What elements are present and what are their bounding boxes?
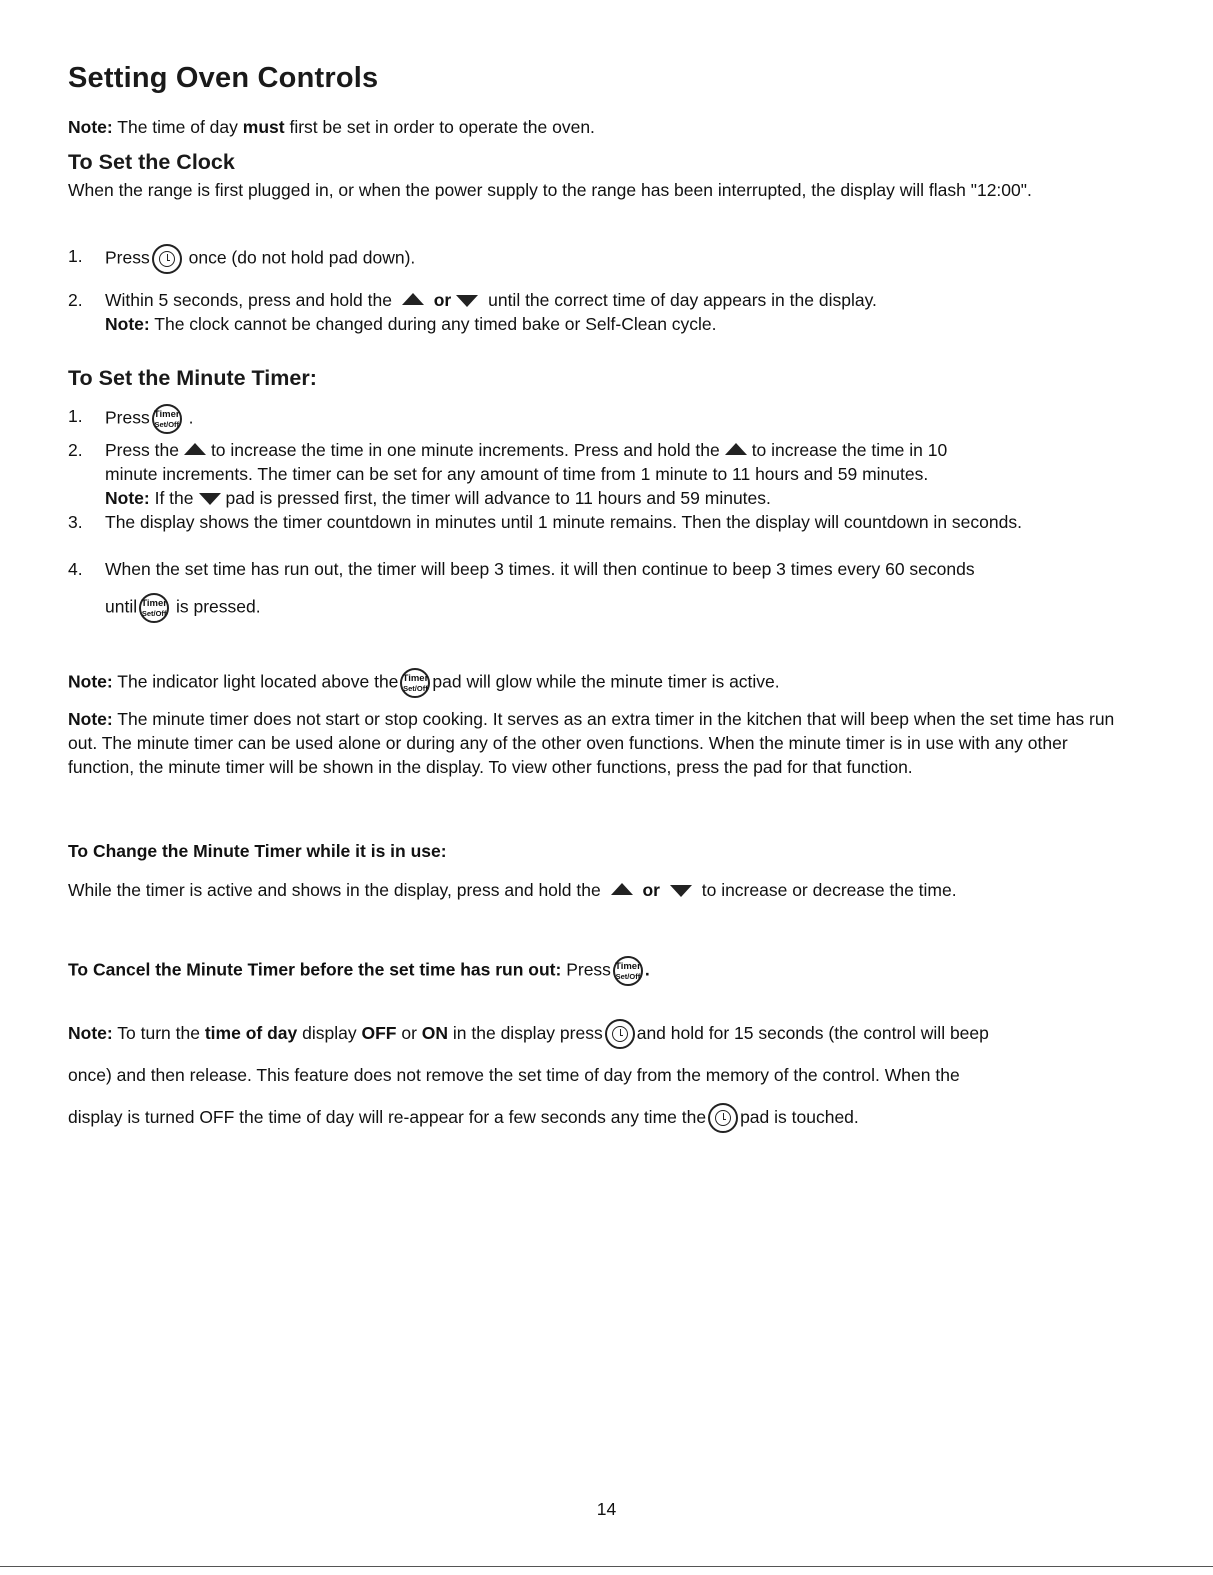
timer-set-off-pad-icon: Timer Set/Off	[400, 668, 430, 698]
up-arrow-icon	[402, 293, 424, 305]
up-arrow-icon	[725, 443, 747, 455]
clock-para: When the range is first plugged in, or when the power supply to the range has been interrupted, the display will flash "12:00".	[68, 180, 1032, 200]
clock-pad-icon	[708, 1103, 738, 1133]
down-arrow-icon	[199, 493, 221, 505]
page-number: 14	[596, 1499, 617, 1519]
timer-set-off-pad-icon: Timer Set/Off	[152, 404, 182, 434]
manual-page: Setting Oven Controls Note: The time of day must first be set in order to operate the oven. To Set the Clock When the range is first plugged in, or when the power supply to the range has been interrupted, the display will flash "12:00". 1. Press once (do not hold pad down). 2. Within 5 seconds, press and hold the or until the correct time of day appears in the display. Note: The clock cannot be changed during any timed bake or Self-Clean cycle. To Set the Minute Timer: 1. Press Timer Set/Off . 2. Press the to increase the time in one minute increments. Press and hold the to increase the time in 10 minute increments. The timer can be set for any amount of time from 1 minute to 11 hours and 59 minutes. Note: If the pad is pressed first, the timer will advance to 11 hours and 59 minutes. 3. The display shows the timer countdown in minutes until 1 minute remains. Then the display will countdown in seconds. 4. When the set time has run out, the timer will beep 3 times. it will then continue to beep 3 times every 60 seconds until Timer Set/Off is pressed. Note: The indicator light located above the Timer Set/Off pad will glow while the minute timer is active. Note: The minute timer does not start or stop cooking. It serves as an extra timer in the kitchen that will beep when the set time has run out. The minute timer can be used alone or during any of the other oven functions. When the minute timer is in use with any other function, the minute timer will be shown in the display. To view other functions, press the pad for that function. To Change the Minute Timer while it is in use: While the timer is active and shows in the display, press and hold the or to increase or decrease the time. To Cancel the Minute Timer before the set time has run out: Press Timer Set/Off . Note: To turn the time of day display OFF or ON in the display press and hold for 15 seconds (the control will beep once) and then release. This feature does not remove the set time of day from the memory of the control. When the display is turned OFF the time of day will re-appear for a few seconds any time the pad is touched. 14	[0, 0, 1213, 1575]
note-timer: Note: The minute timer does not start or stop cooking. It serves as an extra timer in the kitchen that will beep when the set time has run out. The minute timer can be used alone or during any of the other oven functions. When the minute timer is in use with any other function, the minute timer will be shown in the display. To view other functions, press the pad for that function.	[68, 709, 1115, 777]
note-display: Note: To turn the time of day display OFF or ON in the display press and hold for 15 seconds (the control will beep once) and then release. This feature does not remove the set time of day from the memory of the control. When the display is turned OFF the time of day will re-appear for a few seconds any time the pad is touched.	[68, 1012, 1168, 1138]
up-arrow-icon	[611, 883, 633, 895]
timer-set-off-pad-icon: Timer Set/Off	[139, 593, 169, 623]
timer-set-off-pad-icon: Timer Set/Off	[613, 956, 643, 986]
note-indicator: Note: The indicator light located above the Timer Set/Off pad will glow while the minute timer is active.	[68, 668, 1158, 698]
bottom-rule	[0, 1566, 1213, 1567]
cancel-text: To Cancel the Minute Timer before the set time has run out: Press Timer Set/Off .	[68, 956, 1158, 986]
note-label: Note:	[68, 117, 113, 137]
clock-pad-icon	[605, 1019, 635, 1049]
change-text: While the timer is active and shows in the display, press and hold the or to increase or decrease the time.	[68, 880, 957, 900]
intro-note: Note: The time of day must first be set in order to operate the oven.	[68, 117, 595, 137]
page-title: Setting Oven Controls	[68, 62, 379, 94]
timer-heading: To Set the Minute Timer:	[68, 366, 317, 390]
clock-pad-icon	[152, 244, 182, 274]
up-arrow-icon	[184, 443, 206, 455]
down-arrow-icon	[670, 885, 692, 897]
cancel-heading: To Cancel the Minute Timer before the set time has run out:	[68, 959, 562, 980]
down-arrow-icon	[456, 295, 478, 307]
change-heading: To Change the Minute Timer while it is in use:	[68, 841, 447, 861]
clock-heading: To Set the Clock	[68, 150, 235, 174]
